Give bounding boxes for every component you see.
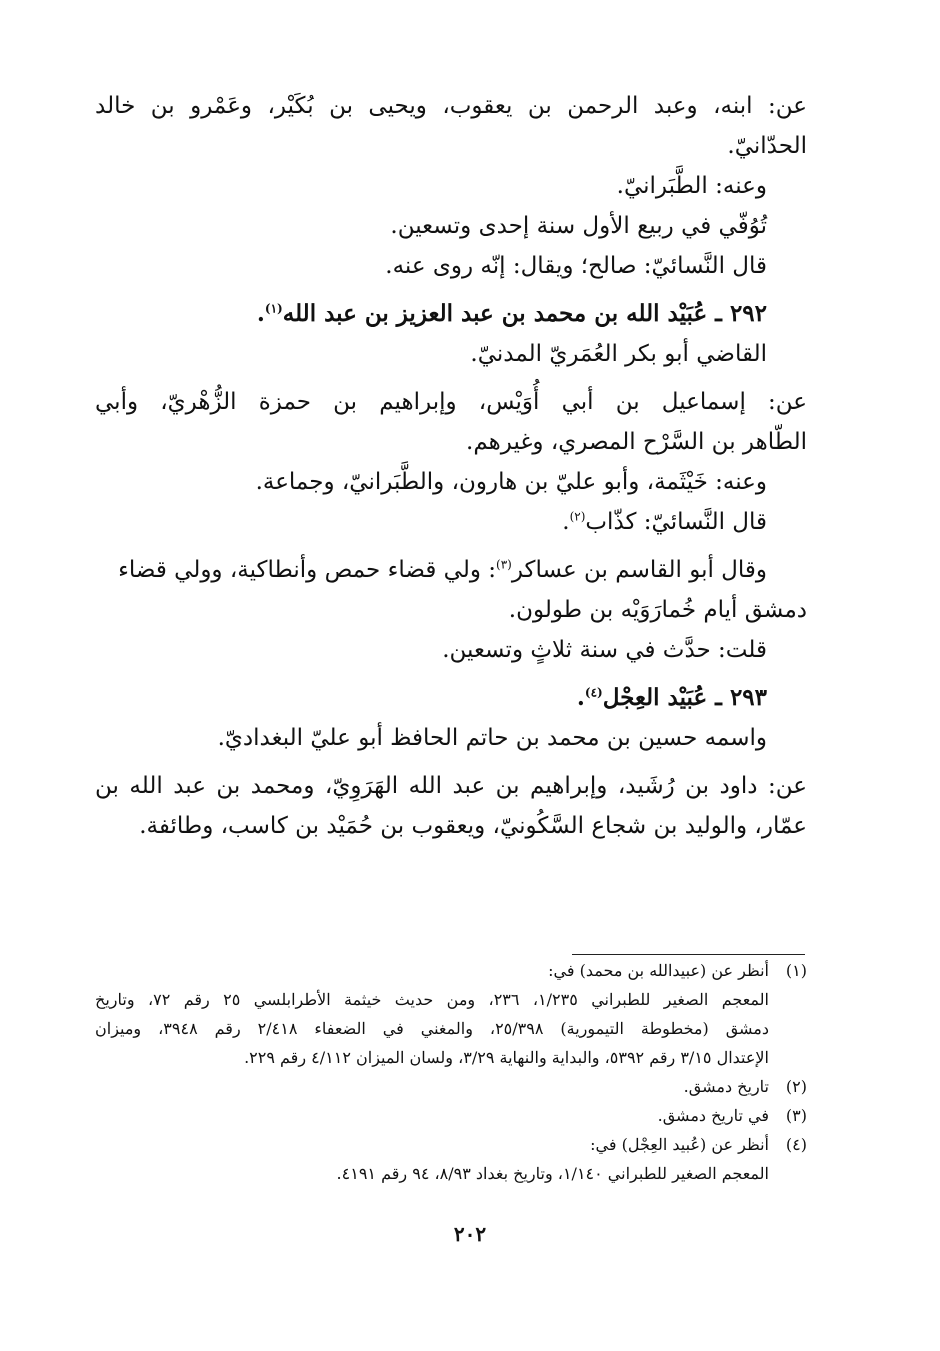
main-text bbox=[95, 86, 807, 846]
footnote-2 bbox=[95, 1072, 807, 1101]
footnote-body bbox=[95, 1101, 769, 1130]
footnote-marker: (٢) bbox=[569, 509, 586, 524]
text-line: وعنه: الطَّبَرانيّ. bbox=[616, 173, 767, 199]
entry-title: ٢٩٣ ـ عُبَيْد العِجْل bbox=[602, 684, 767, 711]
text-line: واسمه حسين بن محمد بن حاتم الحافظ أبو عليّ البغداديّ. bbox=[217, 725, 767, 751]
text-line bbox=[95, 502, 807, 542]
text-line: قلت: حدَّث في سنة ثلاثٍ وتسعين. bbox=[442, 637, 767, 663]
footnote-1 bbox=[95, 956, 807, 1072]
footnote-number: (٣) bbox=[785, 1106, 807, 1125]
footnote-separator bbox=[572, 954, 805, 955]
footnote-body bbox=[95, 1130, 769, 1188]
text-line: الطّاهر بن السَّرْح المصري، وغيرهم. bbox=[466, 429, 807, 455]
footnote-line: في تاريخ دمشق. bbox=[657, 1106, 769, 1125]
page-number: ٢٠٢ bbox=[453, 1222, 487, 1246]
entry-title: ٢٩٢ ـ عُبَيْد الله بن محمد بن عبد العزيز بن عبد الله bbox=[282, 300, 767, 327]
text-line bbox=[95, 550, 807, 590]
text-line: تُوُفّي في ربيع الأول سنة إحدى وتسعين. bbox=[390, 213, 767, 239]
footnote-line: تاريخ دمشق. bbox=[683, 1077, 769, 1096]
entry-heading-293 bbox=[95, 678, 807, 718]
footnote-marker: (١) bbox=[264, 301, 283, 316]
text-line: الحدّانيّ. bbox=[727, 133, 807, 159]
entry-heading-292 bbox=[95, 294, 807, 334]
footnote-3 bbox=[95, 1101, 807, 1130]
text-line: عن: ابنه، وعبد الرحمن بن يعقوب، ويحيى بن بُكَيْر، وعَمْرو بن خالد bbox=[95, 93, 807, 119]
period: . bbox=[562, 509, 570, 535]
footnote-body bbox=[95, 956, 769, 1072]
text-line: وعنه: خَيْثَمة، وأبو عليّ بن هارون، والطَّبَرانيّ، وجماعة. bbox=[255, 469, 767, 495]
footnote-marker: (٤) bbox=[584, 685, 603, 700]
footnote-4 bbox=[95, 1130, 807, 1188]
period: . bbox=[256, 300, 265, 327]
text-line: عمّار، والوليد بن شجاع السَّكُونيّ، ويعقوب بن حُمَيْد بن كاسب، وطائفة. bbox=[139, 813, 807, 839]
footnote-marker: (٣) bbox=[496, 557, 512, 572]
footnote-number: (٢) bbox=[785, 1077, 807, 1096]
footnote-line: أنظر عن (عبيدالله بن محمد) في: bbox=[548, 961, 769, 980]
period: . bbox=[576, 684, 585, 711]
footnote-line: أنظر عن (عُبيد العِجْل) في: bbox=[590, 1135, 769, 1154]
text-line: عن: داود بن رُشَيد، وإبراهيم بن عبد الله الهَرَوِيّ، ومحمد بن عبد الله بن bbox=[95, 773, 807, 799]
footnote-number: (١) bbox=[785, 961, 807, 980]
text-line: القاضي أبو بكر العُمَريّ المدنيّ. bbox=[470, 341, 767, 367]
footnote-line: المعجم الصغير للطبراني ١/١٤٠، وتاريخ بغداد ٨/٩٣، ٩٤ رقم ٤١٩١. bbox=[336, 1164, 769, 1183]
footnote-line: المعجم الصغير للطبراني ١/٢٣٥، ٢٣٦، ومن حديث خيثمة الأطرابلسي ٢٥ رقم ٧٢، وتاريخ bbox=[95, 990, 769, 1009]
footnotes bbox=[95, 956, 807, 1188]
text-segment: : ولي قضاء حمص وأنطاكية، وولي قضاء bbox=[118, 557, 497, 583]
text-segment: وقال أبو القاسم بن عساكر bbox=[511, 557, 767, 583]
footnote-body bbox=[95, 1072, 769, 1101]
footnote-line: الإعتدال ٣/١٥ رقم ٥٣٩٢، والبداية والنهاية ٣/٢٩، ولسان الميزان ٤/١١٢ رقم ٢٢٩. bbox=[244, 1048, 769, 1067]
footnote-line: دمشق (مخطوطة التيمورية) ٢٥/٣٩٨، والمغني في الضعفاء ٢/٤١٨ رقم ٣٩٤٨، وميزان bbox=[95, 1019, 769, 1038]
text-line: عن: إسماعيل بن أبي أُوَيْس، وإبراهيم بن حمزة الزُّهْريّ، وأبي bbox=[95, 389, 807, 415]
text-segment: قال النَّسائيّ: كذّاب bbox=[585, 509, 767, 535]
text-line: قال النَّسائيّ: صالح؛ ويقال: إنّه روى عنه. bbox=[385, 253, 767, 279]
text-line: دمشق أيام خُمارَوَيْه بن طولون. bbox=[508, 597, 807, 623]
footnote-number: (٤) bbox=[785, 1135, 807, 1154]
